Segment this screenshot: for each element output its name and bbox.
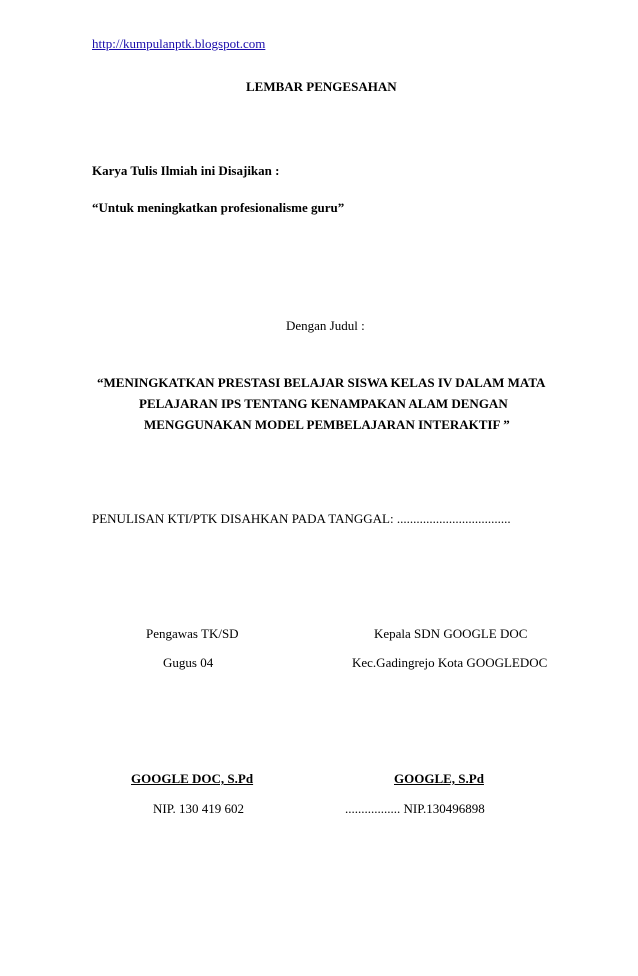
left-signatory-unit: Gugus 04 xyxy=(163,655,214,670)
right-signatory-name: GOOGLE, S.Pd xyxy=(394,771,484,786)
intro-text: Karya Tulis Ilmiah ini Disajikan : xyxy=(92,163,280,178)
purpose-text: “Untuk meningkatkan profesionalisme guru” xyxy=(92,200,345,215)
title-line-2: PELAJARAN IPS TENTANG KENAMPAKAN ALAM DENGAN xyxy=(139,396,508,411)
right-signatory-role: Kepala SDN GOOGLE DOC xyxy=(374,626,528,641)
title-line-3: MENGGUNAKAN MODEL PEMBELAJARAN INTERAKTIF ” xyxy=(144,417,510,432)
title-line-1: “MENINGKATKAN PRESTASI BELAJAR SISWA KELAS IV DALAM MATA xyxy=(97,375,546,390)
left-signatory-nip: NIP. 130 419 602 xyxy=(153,801,245,816)
left-signatory-role: Pengawas TK/SD xyxy=(146,626,239,641)
right-signatory-unit: Kec.Gadingrejo Kota GOOGLEDOC xyxy=(352,655,548,670)
source-link[interactable]: http://kumpulanptk.blogspot.com xyxy=(92,36,266,51)
left-signatory-name: GOOGLE DOC, S.Pd xyxy=(131,771,254,786)
right-signatory-nip: ................. NIP.130496898 xyxy=(345,801,485,816)
page-heading: LEMBAR PENGESAHAN xyxy=(246,79,397,94)
approval-date-line: PENULISAN KTI/PTK DISAHKAN PADA TANGGAL: ................................... xyxy=(92,511,511,526)
judul-label: Dengan Judul : xyxy=(286,318,365,333)
